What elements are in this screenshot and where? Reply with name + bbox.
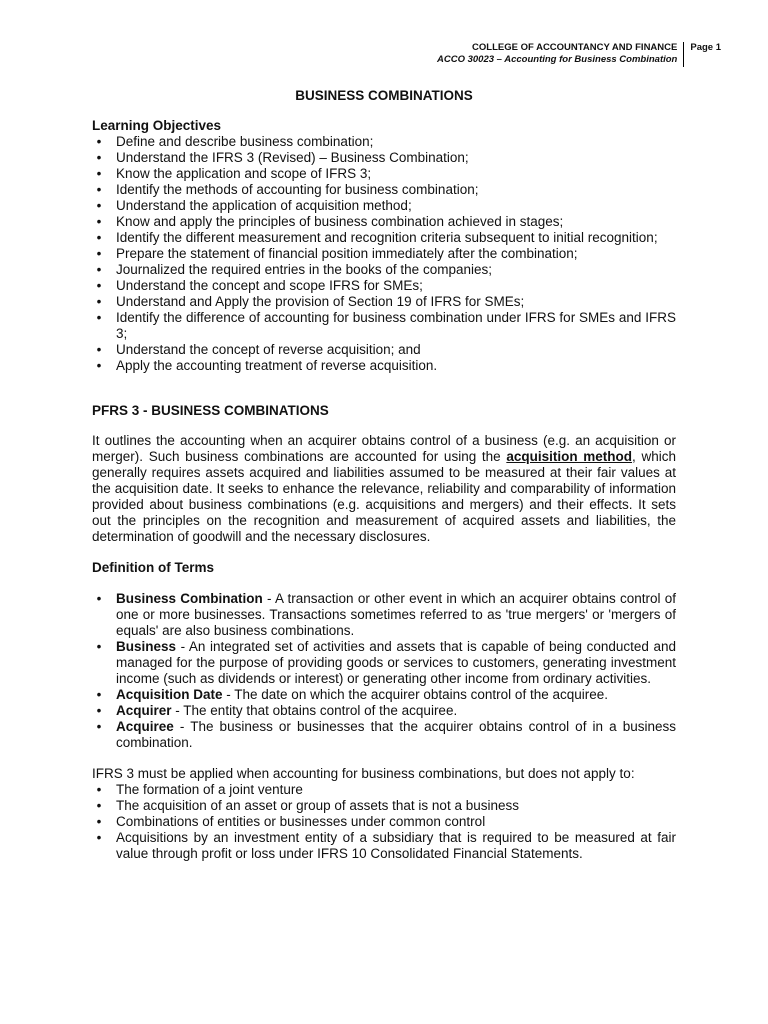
learning-objective-item: [92, 262, 676, 278]
pfrs3-paragraph: [92, 433, 676, 545]
learning-objective-text: Know the application and scope of IFRS 3;: [116, 166, 372, 181]
learning-objective-item: [92, 342, 676, 358]
learning-objectives-heading: Learning Objectives: [92, 118, 222, 133]
bullet-icon: •: [96, 294, 102, 309]
learning-objective-text: Understand the concept and scope IFRS for SMEs;: [116, 278, 423, 293]
learning-objective-text: Journalized the required entries in the books of the companies;: [116, 262, 492, 277]
bullet-icon: •: [96, 166, 102, 181]
learning-objective-text: Identify the methods of accounting for business combination;: [116, 182, 479, 197]
definition-term: Acquisition Date: [116, 687, 223, 702]
definitions-heading: Definition of Terms: [92, 560, 215, 575]
header-titles: [437, 42, 684, 67]
acquisition-method-emphasis: acquisition method: [506, 449, 633, 464]
learning-objective-item: [92, 358, 676, 374]
bullet-icon: •: [96, 639, 102, 654]
learning-objective-item: [92, 310, 676, 342]
definition-text: - An integrated set of activities and assets that is capable of being conducted and managed for the purpose of providing goods or services to customers, generating investment income (such as dividends or interest) or generating other income from ordinary activities.: [116, 639, 676, 686]
document-title: BUSINESS COMBINATIONS: [295, 88, 473, 103]
learning-objective-text: Prepare the statement of financial position immediately after the combination;: [116, 246, 578, 261]
learning-objective-text: Understand the IFRS 3 (Revised) – Business Combination;: [116, 150, 469, 165]
bullet-icon: •: [96, 782, 102, 797]
page-number: Page 1: [690, 42, 721, 53]
bullet-icon: •: [96, 719, 102, 734]
definition-text: - The business or businesses that the acquirer obtains control of in a business combination.: [116, 719, 676, 750]
bullet-icon: •: [96, 262, 102, 277]
scope-exclusion-item: [92, 814, 676, 830]
pfrs3-text-2: , which generally requires assets acquired and liabilities assumed to be measured at their fair values at the acquisition date. It seeks to enhance the relevance, reliability and comparability of information provided about business combinations (e.g. acquisitions and mergers) and their effects. It sets out the principles on the recognition and measurement of acquired assets and liabilities, the determination of goodwill and the necessary disclosures.: [92, 449, 676, 544]
learning-objective-item: [92, 246, 676, 262]
learning-objective-item: [92, 294, 676, 310]
scope-intro: IFRS 3 must be applied when accounting for business combinations, but does not apply to:: [92, 766, 635, 781]
definition-text: - A transaction or other event in which an acquirer obtains control of one or more businesses. Transactions sometimes referred to as 'true mergers' or 'mergers of equals' are also business combinations.: [116, 591, 676, 638]
learning-objective-item: [92, 134, 676, 150]
pfrs3-text-1: It outlines the accounting when an acquirer obtains control of a business (e.g. an acquisition or merger). Such business combinations are accounted for using the: [92, 433, 676, 464]
bullet-icon: •: [96, 703, 102, 718]
scope-exclusion-item: [92, 798, 676, 814]
bullet-icon: •: [96, 246, 102, 261]
bullet-icon: •: [96, 591, 102, 606]
bullet-icon: •: [96, 198, 102, 213]
scope-exclusion-item: [92, 830, 676, 862]
definition-item: [92, 703, 676, 719]
learning-objective-text: Understand the concept of reverse acquisition; and: [116, 342, 421, 357]
learning-objective-item: [92, 182, 676, 198]
definition-text: - The date on which the acquirer obtains control of the acquiree.: [222, 687, 608, 702]
bullet-icon: •: [96, 342, 102, 357]
bullet-icon: •: [96, 687, 102, 702]
learning-objective-item: [92, 214, 676, 230]
learning-objective-text: Apply the accounting treatment of reverse acquisition.: [116, 358, 438, 373]
bullet-icon: •: [96, 830, 102, 845]
learning-objective-item: [92, 150, 676, 166]
learning-objective-item: [92, 198, 676, 214]
page-header: [437, 42, 721, 67]
learning-objective-text: Know and apply the principles of business combination achieved in stages;: [116, 214, 564, 229]
scope-exclusion-text: Combinations of entities or businesses under common control: [116, 814, 486, 829]
learning-objective-text: Identify the different measurement and recognition criteria subsequent to initial recognition;: [116, 230, 658, 245]
bullet-icon: •: [96, 150, 102, 165]
header-course: ACCO 30023 – Accounting for Business Combination: [437, 54, 678, 65]
learning-objective-item: [92, 230, 676, 246]
definition-item: [92, 687, 676, 703]
learning-objective-item: [92, 166, 676, 182]
learning-objective-text: Identify the difference of accounting for business combination under IFRS for SMEs and IFRS 3;: [116, 310, 676, 341]
learning-objective-text: Define and describe business combination;: [116, 134, 374, 149]
learning-objectives-list: [92, 134, 676, 374]
definition-item: [92, 591, 676, 639]
scope-exclusions-list: [92, 782, 676, 862]
bullet-icon: •: [96, 182, 102, 197]
scope-exclusion-text: The formation of a joint venture: [116, 782, 303, 797]
bullet-icon: •: [96, 358, 102, 373]
definition-term: Business Combination: [116, 591, 263, 606]
header-college: COLLEGE OF ACCOUNTANCY AND FINANCE: [472, 42, 678, 53]
definition-item: [92, 639, 676, 687]
learning-objective-text: Understand the application of acquisition method;: [116, 198, 412, 213]
document-body: [92, 88, 676, 862]
bullet-icon: •: [96, 230, 102, 245]
definition-term: Acquiree: [116, 719, 174, 734]
definition-item: [92, 719, 676, 751]
bullet-icon: •: [96, 310, 102, 325]
scope-exclusion-text: The acquisition of an asset or group of assets that is not a business: [116, 798, 519, 813]
scope-exclusion-item: [92, 782, 676, 798]
bullet-icon: •: [96, 278, 102, 293]
scope-exclusion-text: Acquisitions by an investment entity of a subsidiary that is required to be measured at fair value through profit or loss under IFRS 10 Consolidated Financial Statements.: [116, 830, 676, 861]
definition-term: Business: [116, 639, 177, 654]
learning-objective-text: Understand and Apply the provision of Section 19 of IFRS for SMEs;: [116, 294, 525, 309]
bullet-icon: •: [96, 814, 102, 829]
bullet-icon: •: [96, 798, 102, 813]
bullet-icon: •: [96, 214, 102, 229]
pfrs3-heading: PFRS 3 - BUSINESS COMBINATIONS: [92, 403, 329, 418]
definitions-list: [92, 591, 676, 751]
learning-objective-item: [92, 278, 676, 294]
bullet-icon: •: [96, 134, 102, 149]
definition-text: - The entity that obtains control of the acquiree.: [171, 703, 458, 718]
definition-term: Acquirer: [116, 703, 172, 718]
